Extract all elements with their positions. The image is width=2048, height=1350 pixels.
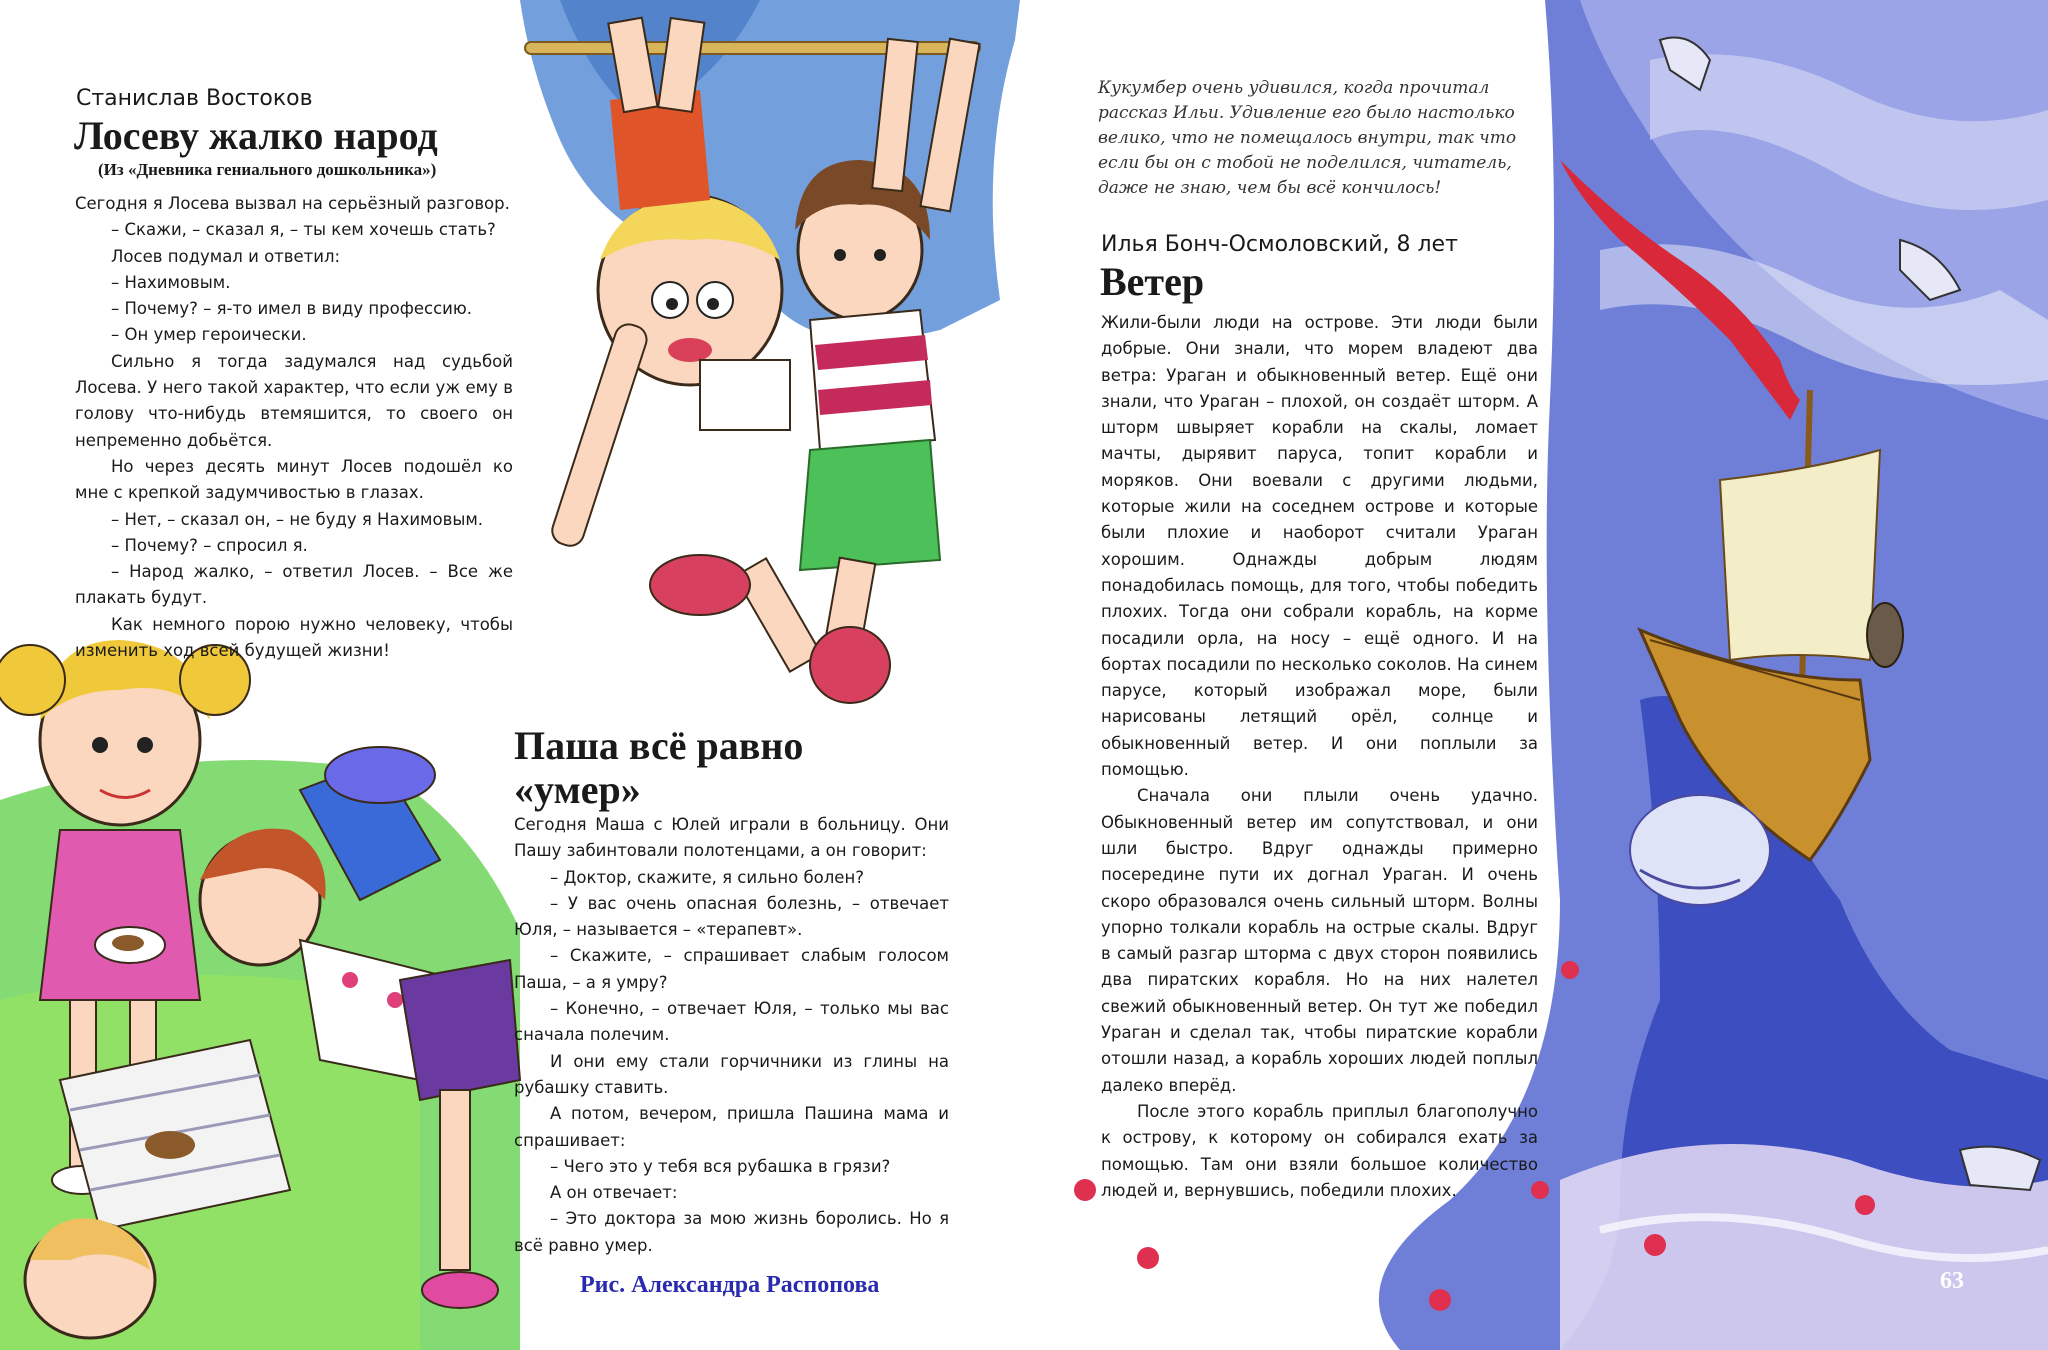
story2-title-line1: Паша всё равно xyxy=(514,723,804,768)
paragraph: Жили-были люди на острове. Эти люди были добрые. Они знали, что морем владеют два ветра: Ураган и обыкновенный ветер. Ещё они знали, что Ураган – плохой, он создаёт шторм. А шторм швыряет корабли на скалы, ломает мачты, дырявит паруса, топит корабли и моряков. Они воевали с другими людьми, которые жили на соседнем острове и которые были плохие и наоборот считали Ураган хорошим. Однажды добрым людям понадобилась помощь, для того, чтобы победить плохих. Тогда они собрали корабль, на корме посадили орла, на носу – ещё одного. И на бортах посадили по несколько соколов. На синем парусе, который изображал море, были нарисованы летящий орёл, солнце и обыкновенный ветер. И они поплыли за помощью. xyxy=(1101,313,1538,780)
paragraph: Сильно я тогда задумался над судьбой Лосева. У него такой характер, что если уж ему в голову что-нибудь втемяшится, то своего он непременно добьётся. xyxy=(75,351,513,450)
boys-on-bar-illustration xyxy=(520,0,1020,703)
paragraph: – Почему? – я-то имел в виду профессию. xyxy=(111,299,473,319)
paragraph: И они ему стали горчичники из глины на рубашку ставить. xyxy=(514,1051,949,1097)
paragraph: – У вас очень опасная болезнь, – отвечает Юля, – называется – «терапевт». xyxy=(514,893,949,940)
paragraph: Но через десять минут Лосев подошёл ко мне с крепкой задумчивостью в глазах. xyxy=(75,456,513,503)
kids-playing-hospital-illustration xyxy=(0,640,520,1350)
paragraph: – Это доктора за мою жизнь боролись. Но я всё равно умер. xyxy=(514,1209,949,1255)
paragraph: Лосев подумал и ответил: xyxy=(111,246,341,266)
story3-body xyxy=(1101,310,1538,1204)
editor-intro: Кукумбер очень удивился, когда прочитал рассказ Ильи. Удивление его было настолько велико, что не помещалось внутри, так что если бы он с тобой не поделился, читатель, даже не знаю, чем бы всё кончилось! xyxy=(1098,78,1517,198)
paragraph: А потом, вечером, пришла Пашина мама и спрашивает: xyxy=(514,1104,949,1150)
paragraph: – Почему? – спросил я. xyxy=(111,535,308,555)
story1-subtitle: (Из «Дневника гениального дошкольника») xyxy=(98,160,437,179)
paragraph: Сегодня Маша с Юлей играли в больницу. Они Пашу забинтовали полотенцами, а он говорит: xyxy=(514,815,949,861)
paragraph: – Скажите, – спрашивает слабым голосом Паша, – а я умру? xyxy=(514,946,949,992)
paragraph: – Скажи, – сказал я, – ты кем хочешь стать? xyxy=(111,220,496,240)
story2-title-line2: «умер» xyxy=(514,767,641,812)
paragraph: – Он умер героически. xyxy=(111,325,307,345)
paragraph: После этого корабль приплыл благополучно к острову, к которому он собирался ехать за помощью. Там они взяли большое количество людей и, вернувшись, победили плохих. xyxy=(1101,1101,1538,1200)
story2-body xyxy=(514,812,949,1259)
story1-body xyxy=(75,191,513,664)
story3-author: Илья Бонч-Осмоловский, 8 лет xyxy=(1101,232,1458,257)
paragraph: – Нахимовым. xyxy=(111,272,231,292)
paragraph: Сначала они плыли очень удачно. Обыкновенный ветер им сопутствовал, и они шли быстро. Вдруг однажды примерно посередине пути их догнал Ураган. И очень скоро образовался очень сильный шторм. Волны упорно толкали корабль на острые скалы. Вдруг в самый разгар шторма с двух сторон появились два пиратских корабля. Но на них налетел свежий обыкновенный ветер. Он тут же победил Ураган и сделал так, чтобы пиратские корабли отошли назад, а корабль хороших людей поплыл далеко вперёд. xyxy=(1101,786,1538,1095)
paragraph: – Народ жалко, – ответил Лосев. – Все же плакать будут. xyxy=(75,562,513,608)
paragraph: А он отвечает: xyxy=(550,1183,678,1203)
paragraph: – Чего это у тебя вся рубашка в грязи? xyxy=(550,1156,891,1176)
paragraph: Как немного порою нужно человеку, чтобы изменить ход всей будущей жизни! xyxy=(75,614,513,661)
illustration-credit: Рис. Александра Распопова xyxy=(580,1272,880,1298)
paragraph: – Доктор, скажите, я сильно болен? xyxy=(550,867,864,887)
story3-title: Ветер xyxy=(1100,259,1205,304)
story2-title xyxy=(514,724,803,812)
story1-author: Станислав Востоков xyxy=(76,86,313,111)
paragraph: – Нет, – сказал он, – не буду я Нахимовым. xyxy=(111,509,484,529)
story1-title: Лосеву жалко народ xyxy=(74,113,438,158)
page-number: 63 xyxy=(1940,1268,1964,1294)
paragraph: – Конечно, – отвечает Юля, – только мы вас сначала полечим. xyxy=(514,999,949,1045)
paragraph: Сегодня я Лосева вызвал на серьёзный разговор. xyxy=(75,194,510,213)
